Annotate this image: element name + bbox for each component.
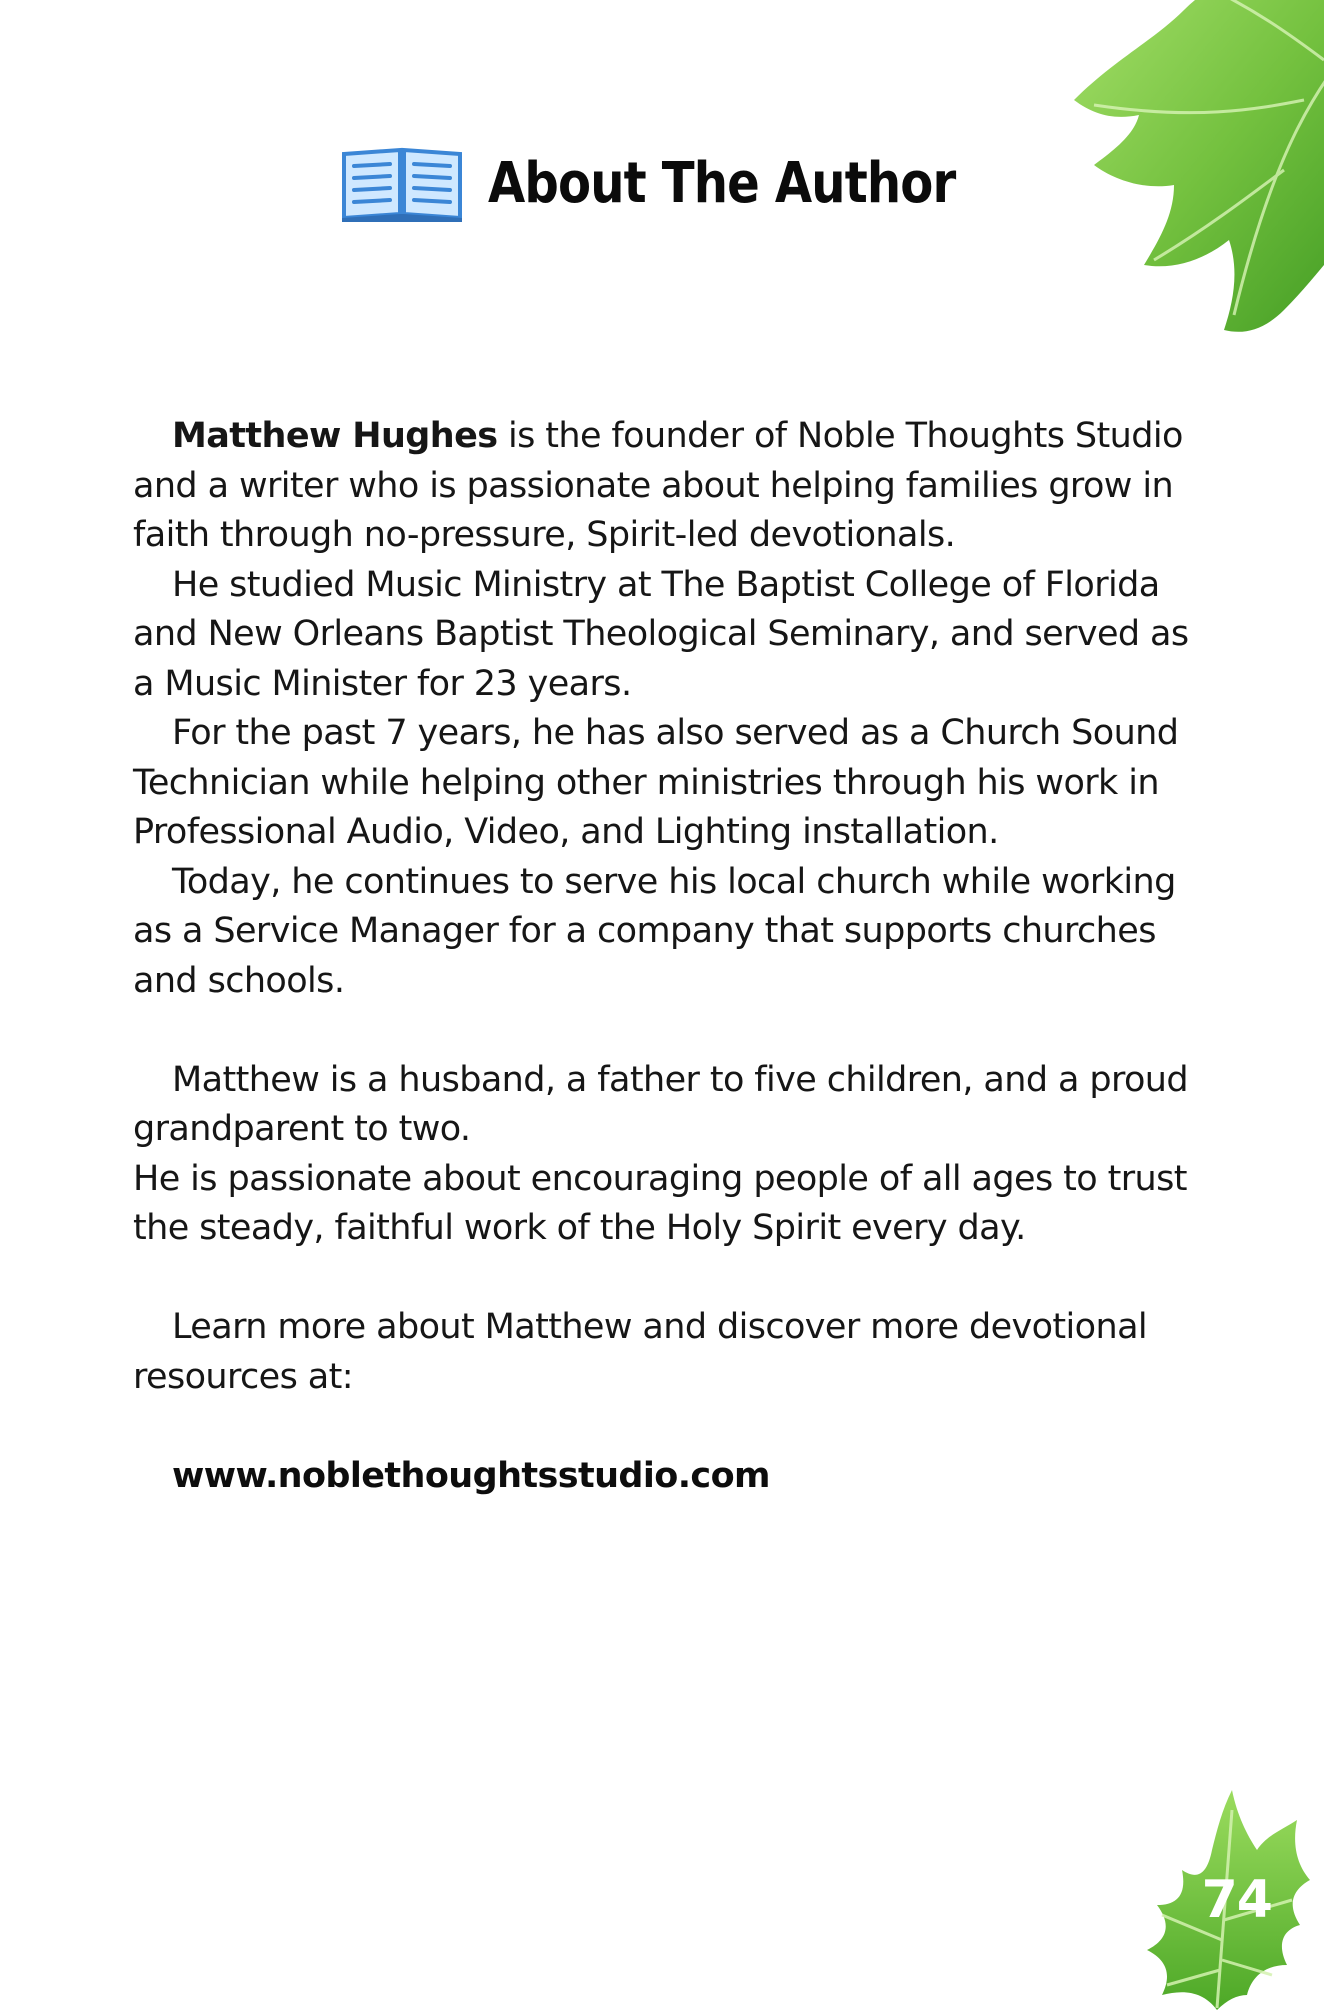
bio-paragraph: Learn more about Matthew and discover more devotional resources at:: [133, 1307, 1148, 1397]
page-header: [340, 138, 1032, 228]
bio-paragraph: He is passionate about encouraging people of all ages to trust the steady, faithful work of the Holy Spirit every day.: [133, 1158, 1187, 1248]
bio-text: is the founder of Noble Thoughts Studio and a writer who is passionate about helping families grow in faith through no-pressure, Spirit-led devotionals.: [133, 416, 1183, 555]
open-book-icon: [340, 144, 464, 222]
bio-paragraph: He studied Music Ministry at The Baptist College of Florida and New Orleans Baptist Theological Seminary, and served as a Music Minister for 23 years.: [133, 564, 1189, 704]
website-link[interactable]: www.noblethoughtsstudio.com: [172, 1455, 770, 1496]
bio-paragraph: [133, 412, 1213, 561]
bio-paragraph: Matthew is a husband, a father to five children, and a proud grandparent to two.: [133, 1059, 1188, 1149]
page-number: 74: [1201, 1870, 1272, 1930]
bio-paragraph: Today, he continues to serve his local church while working as a Service Manager for a company that supports churches and schools.: [133, 861, 1176, 1001]
leaf-decoration-top: [1034, 0, 1324, 340]
bio-paragraph: For the past 7 years, he has also served as a Church Sound Technician while helping other ministries through his work in Professional Audio, Video, and Lighting installation.: [133, 713, 1179, 852]
page-title: About The Author: [488, 150, 956, 216]
author-bio: [133, 412, 1213, 1501]
author-name: Matthew Hughes: [172, 416, 498, 456]
